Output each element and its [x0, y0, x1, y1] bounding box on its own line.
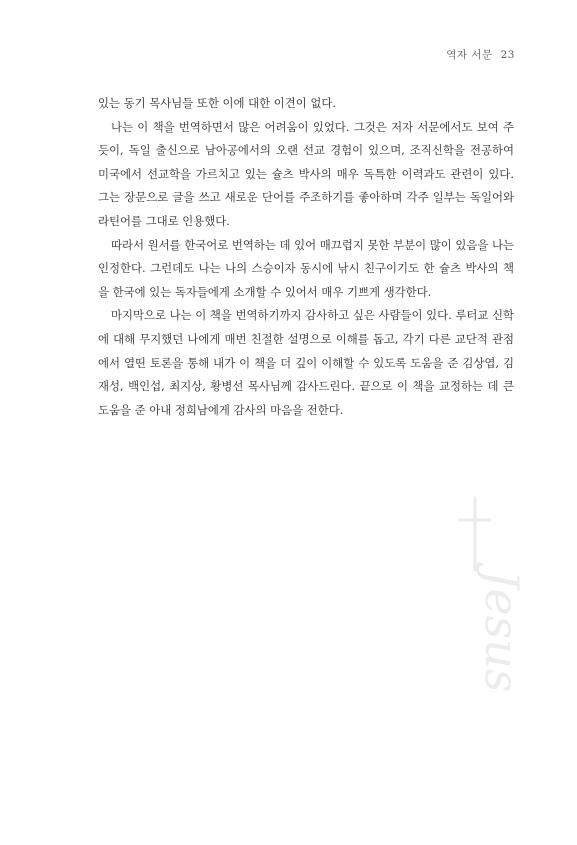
- page-number: 23: [500, 49, 515, 61]
- body-text: [98, 92, 514, 422]
- chapter-title: 역자 서문: [446, 49, 493, 61]
- jesus-cross-watermark: [430, 490, 529, 720]
- paragraph-difficulties: 나는 이 책을 번역하면서 많은 어려움이 있었다. 그것은 저자 서문에서도 보여 주듯이, 독일 출신으로 남아공에서의 오랜 선교 경험이 있으며, 조직신학을 전공하여 미국에서 선교학을 가르치고 있는 슐츠 박사의 매우 독특한 이력과도 관련이 있다. 그는 장문으로 글을 쓰고 새로운 단어를 주조하기를 좋아하며 각주 일부는 독일어와 라틴어를 그대로 인용했다.: [98, 119, 514, 228]
- paragraph-continuation: 있는 동기 목사님들 또한 이에 대한 이견이 없다.: [98, 96, 337, 110]
- paragraph-thanks: 마지막으로 나는 이 책을 번역하기까지 감사하고 싶은 사람들이 있다. 루터교 신학에 대해 무지했던 나에게 매번 친절한 설명으로 이해를 돕고, 각기 다른 교단적 관점에서 열띤 토론을 통해 내가 이 책을 더 깊이 이해할 수 있도록 도움을 준 김상엽, 김재성, 백인섭, 최지상, 황병선 목사님께 감사드린다. 끝으로 이 책을 교정하는 데 큰 도움을 준 아내 정희남에게 감사의 마음을 전한다.: [98, 308, 514, 417]
- paragraph-acknowledgement-of-limits: 따라서 원서를 한국어로 번역하는 데 있어 매끄럽지 못한 부분이 많이 있음을 나는 인정한다. 그런데도 나는 나의 스승이자 동시에 낚시 친구이기도 한 슐츠 박사의 책을 한국에 있는 독자들에게 소개할 수 있어서 매우 기쁘게 생각한다.: [98, 237, 514, 299]
- running-header: [446, 47, 515, 62]
- jesus-script-text: Jesus: [475, 570, 529, 693]
